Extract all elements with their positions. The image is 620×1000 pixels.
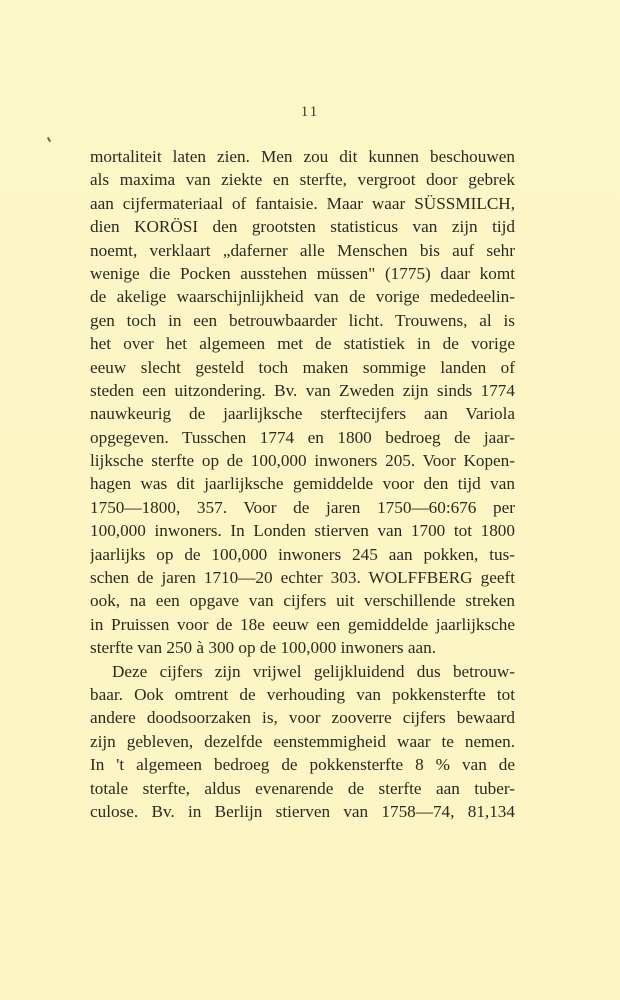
text-line: 100,000 inwoners. In Londen stierven van 1700 tot 1800 [90,521,515,541]
text-line: dien KORÖSI den grootsten statisticus van zijn tijd [90,217,515,237]
text-line: In 't algemeen bedroeg de pokkensterfte 8 % van de [90,755,515,775]
text-line: hagen was dit jaarlijksche gemiddelde voor den tijd van [90,474,515,494]
text-line: schen de jaren 1710—20 echter 303. WOLFFBERG geeft [90,568,515,588]
text-line: baar. Ook omtrent de verhouding van pokkensterfte tot [90,684,515,704]
text-line: 1750—1800, 357. Voor de jaren 1750—60:676 per [90,497,515,517]
text-line: ook, na een opgave van cijfers uit verschillende streken [90,591,515,611]
text-line: lijksche sterfte op de 100,000 inwoners 205. Voor Kopen- [90,451,515,471]
text-line: de akelige waarschijnlijkheid van de vorige mededeelin- [90,287,515,307]
text-line: het over het algemeen met de statistiek in de vorige [90,334,515,354]
text-line: steden een uitzondering. Bv. van Zweden zijn sinds 1774 [90,380,515,400]
text-line: mortaliteit laten zien. Men zou dit kunnen beschouwen [90,147,515,166]
text-line: in Pruissen voor de 18e eeuw een gemiddelde jaarlijksche [90,614,515,634]
text-line: als maxima van ziekte en sterfte, vergroot door gebrek [90,170,515,190]
text-line: sterfte van 250 à 300 op de 100,000 inwoners aan. [90,638,437,658]
text-line: totale sterfte, aldus evenarende de sterfte aan tuber- [90,778,515,798]
text-line: noemt, verklaart „daferner alle Menschen bis auf sehr [90,240,515,260]
text-line: wenige die Pocken ausstehen müssen" (1775) daar komt [90,263,515,283]
ink-mark [47,137,51,142]
text-line: eeuw slecht gesteld toch maken sommige landen of [90,357,515,377]
text-line: gen toch in een betrouwbaarder licht. Trouwens, al is [90,310,515,330]
page-number: 11 [300,104,320,120]
body-text [90,145,515,823]
text-line: zijn gebleven, dezelfde eenstemmigheid waar te nemen. [90,731,515,751]
text-line: culose. Bv. in Berlijn stierven van 1758—74, 81,134 [90,801,515,821]
text-line: opgegeven. Tusschen 1774 en 1800 bedroeg de jaar- [90,427,515,447]
text-line: andere doodsoorzaken is, voor zooverre cijfers bewaard [90,708,515,728]
text-line: aan cijfermateriaal of fantaisie. Maar waar SÜSSMILCH, [90,193,515,213]
text-line: jaarlijks op de 100,000 inwoners 245 aan pokken, tus- [90,544,515,564]
text-line: nauwkeurig de jaarlijksche sterftecijfers aan Variola [90,404,515,424]
text-line: Deze cijfers zijn vrijwel gelijkluidend dus betrouw- [112,661,515,681]
